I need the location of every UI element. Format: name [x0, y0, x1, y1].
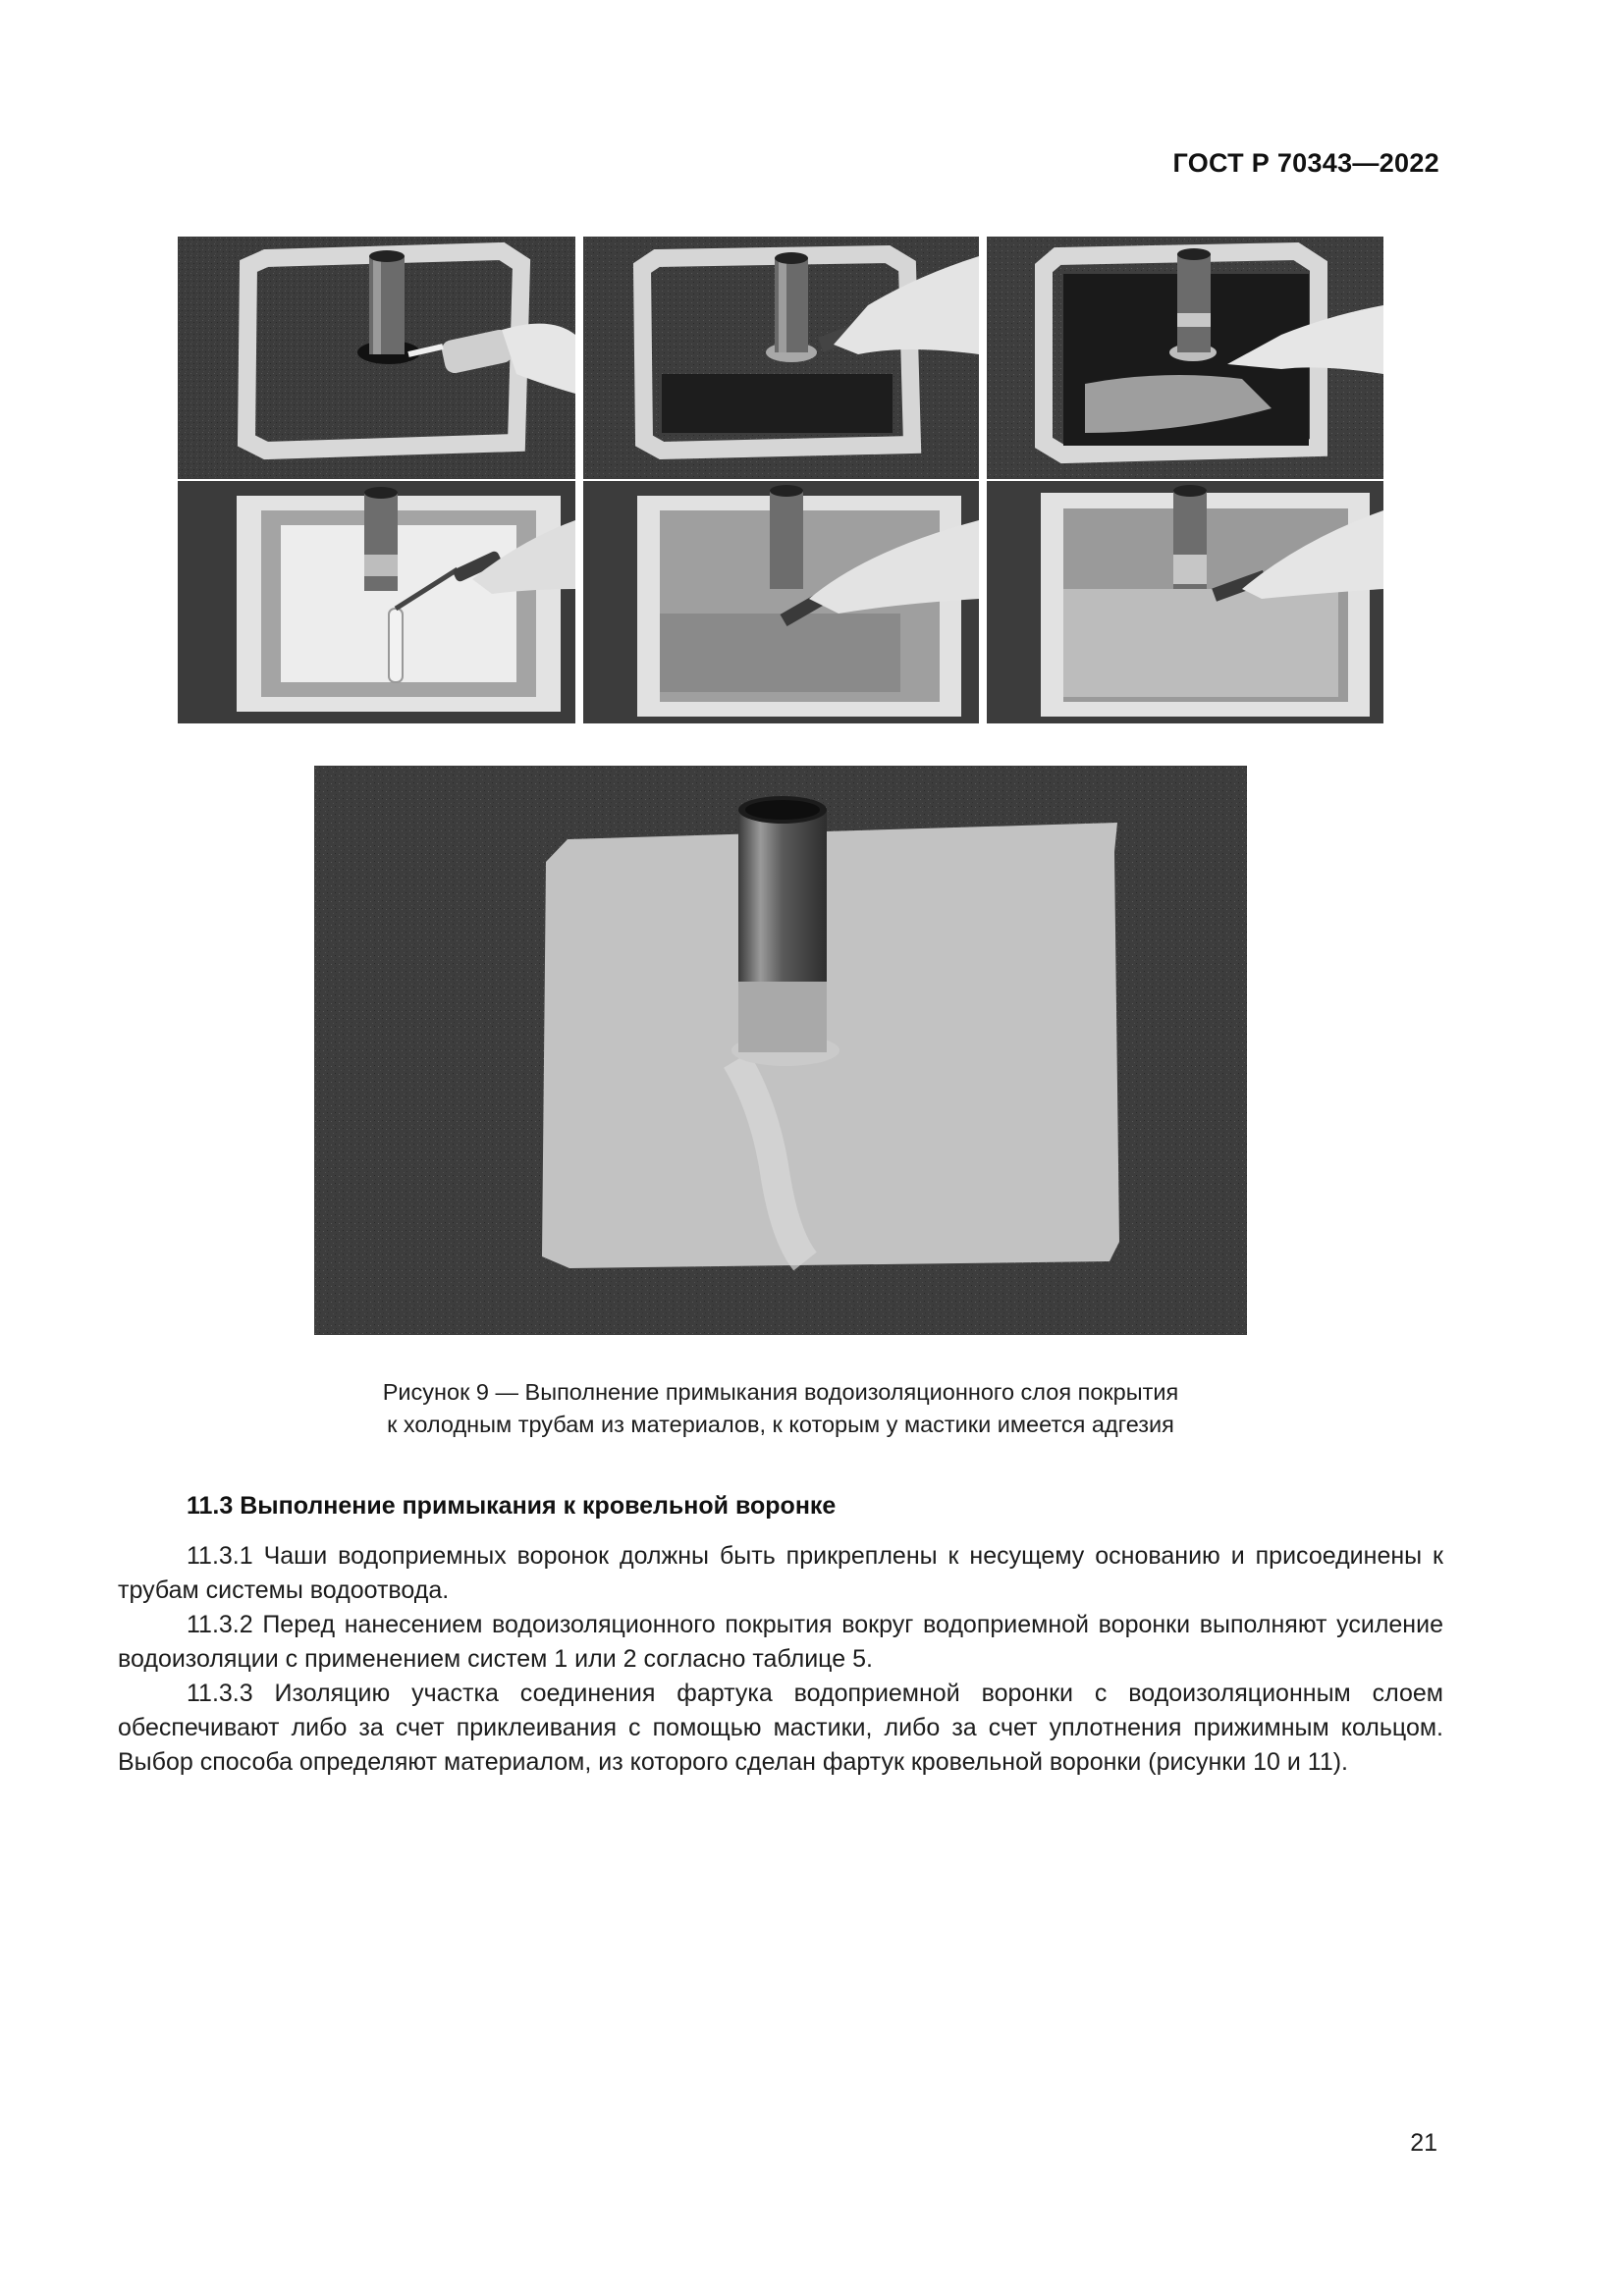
paragraph-11-3-2: 11.3.2 Перед нанесением водоизоляционного покрытия вокруг водоприемной воронки выполняют усиление водоизоляции с применением систем 1 или 2 согласно таблице 5. — [118, 1611, 1443, 1673]
section-heading: 11.3 Выполнение примыкания к кровельной воронке — [187, 1492, 837, 1520]
photo-step-6 — [987, 481, 1383, 723]
photo-step-3 — [987, 237, 1383, 479]
photo-step-5 — [583, 481, 979, 723]
figure-caption-line-1: Рисунок 9 — Выполнение примыкания водоизоляционного слоя покрытия — [382, 1379, 1179, 1405]
photo-final-result — [314, 766, 1247, 1335]
document-code: ГОСТ Р 70343—2022 — [1172, 148, 1439, 178]
photo-step-4 — [178, 481, 575, 723]
photo-step-2 — [583, 237, 979, 479]
figure-caption — [178, 1376, 1383, 1441]
photo-step-1 — [178, 237, 575, 479]
figure-photo-grid — [178, 237, 1383, 723]
page-number: 21 — [1410, 2129, 1437, 2157]
paragraph-11-3-3: 11.3.3 Изоляцию участка соединения фартука водоприемной воронки с водоизоляционным слоем обеспечивают либо за счет приклеивания с помощью мастики, либо за счет уплотнения прижимным кольцом. Выбор способа определяют материалом, из которого сделан фартук кровельной воронки (рисунки 10 и 11). — [118, 1680, 1443, 1776]
paragraph-11-3-1: 11.3.1 Чаши водоприемных воронок должны быть прикреплены к несущему основанию и присоединены к трубам системы водоотвода. — [118, 1542, 1443, 1604]
figure-caption-line-2: к холодным трубам из материалов, к которым у мастики имеется адгезия — [387, 1412, 1174, 1437]
section-body — [118, 1539, 1443, 1780]
